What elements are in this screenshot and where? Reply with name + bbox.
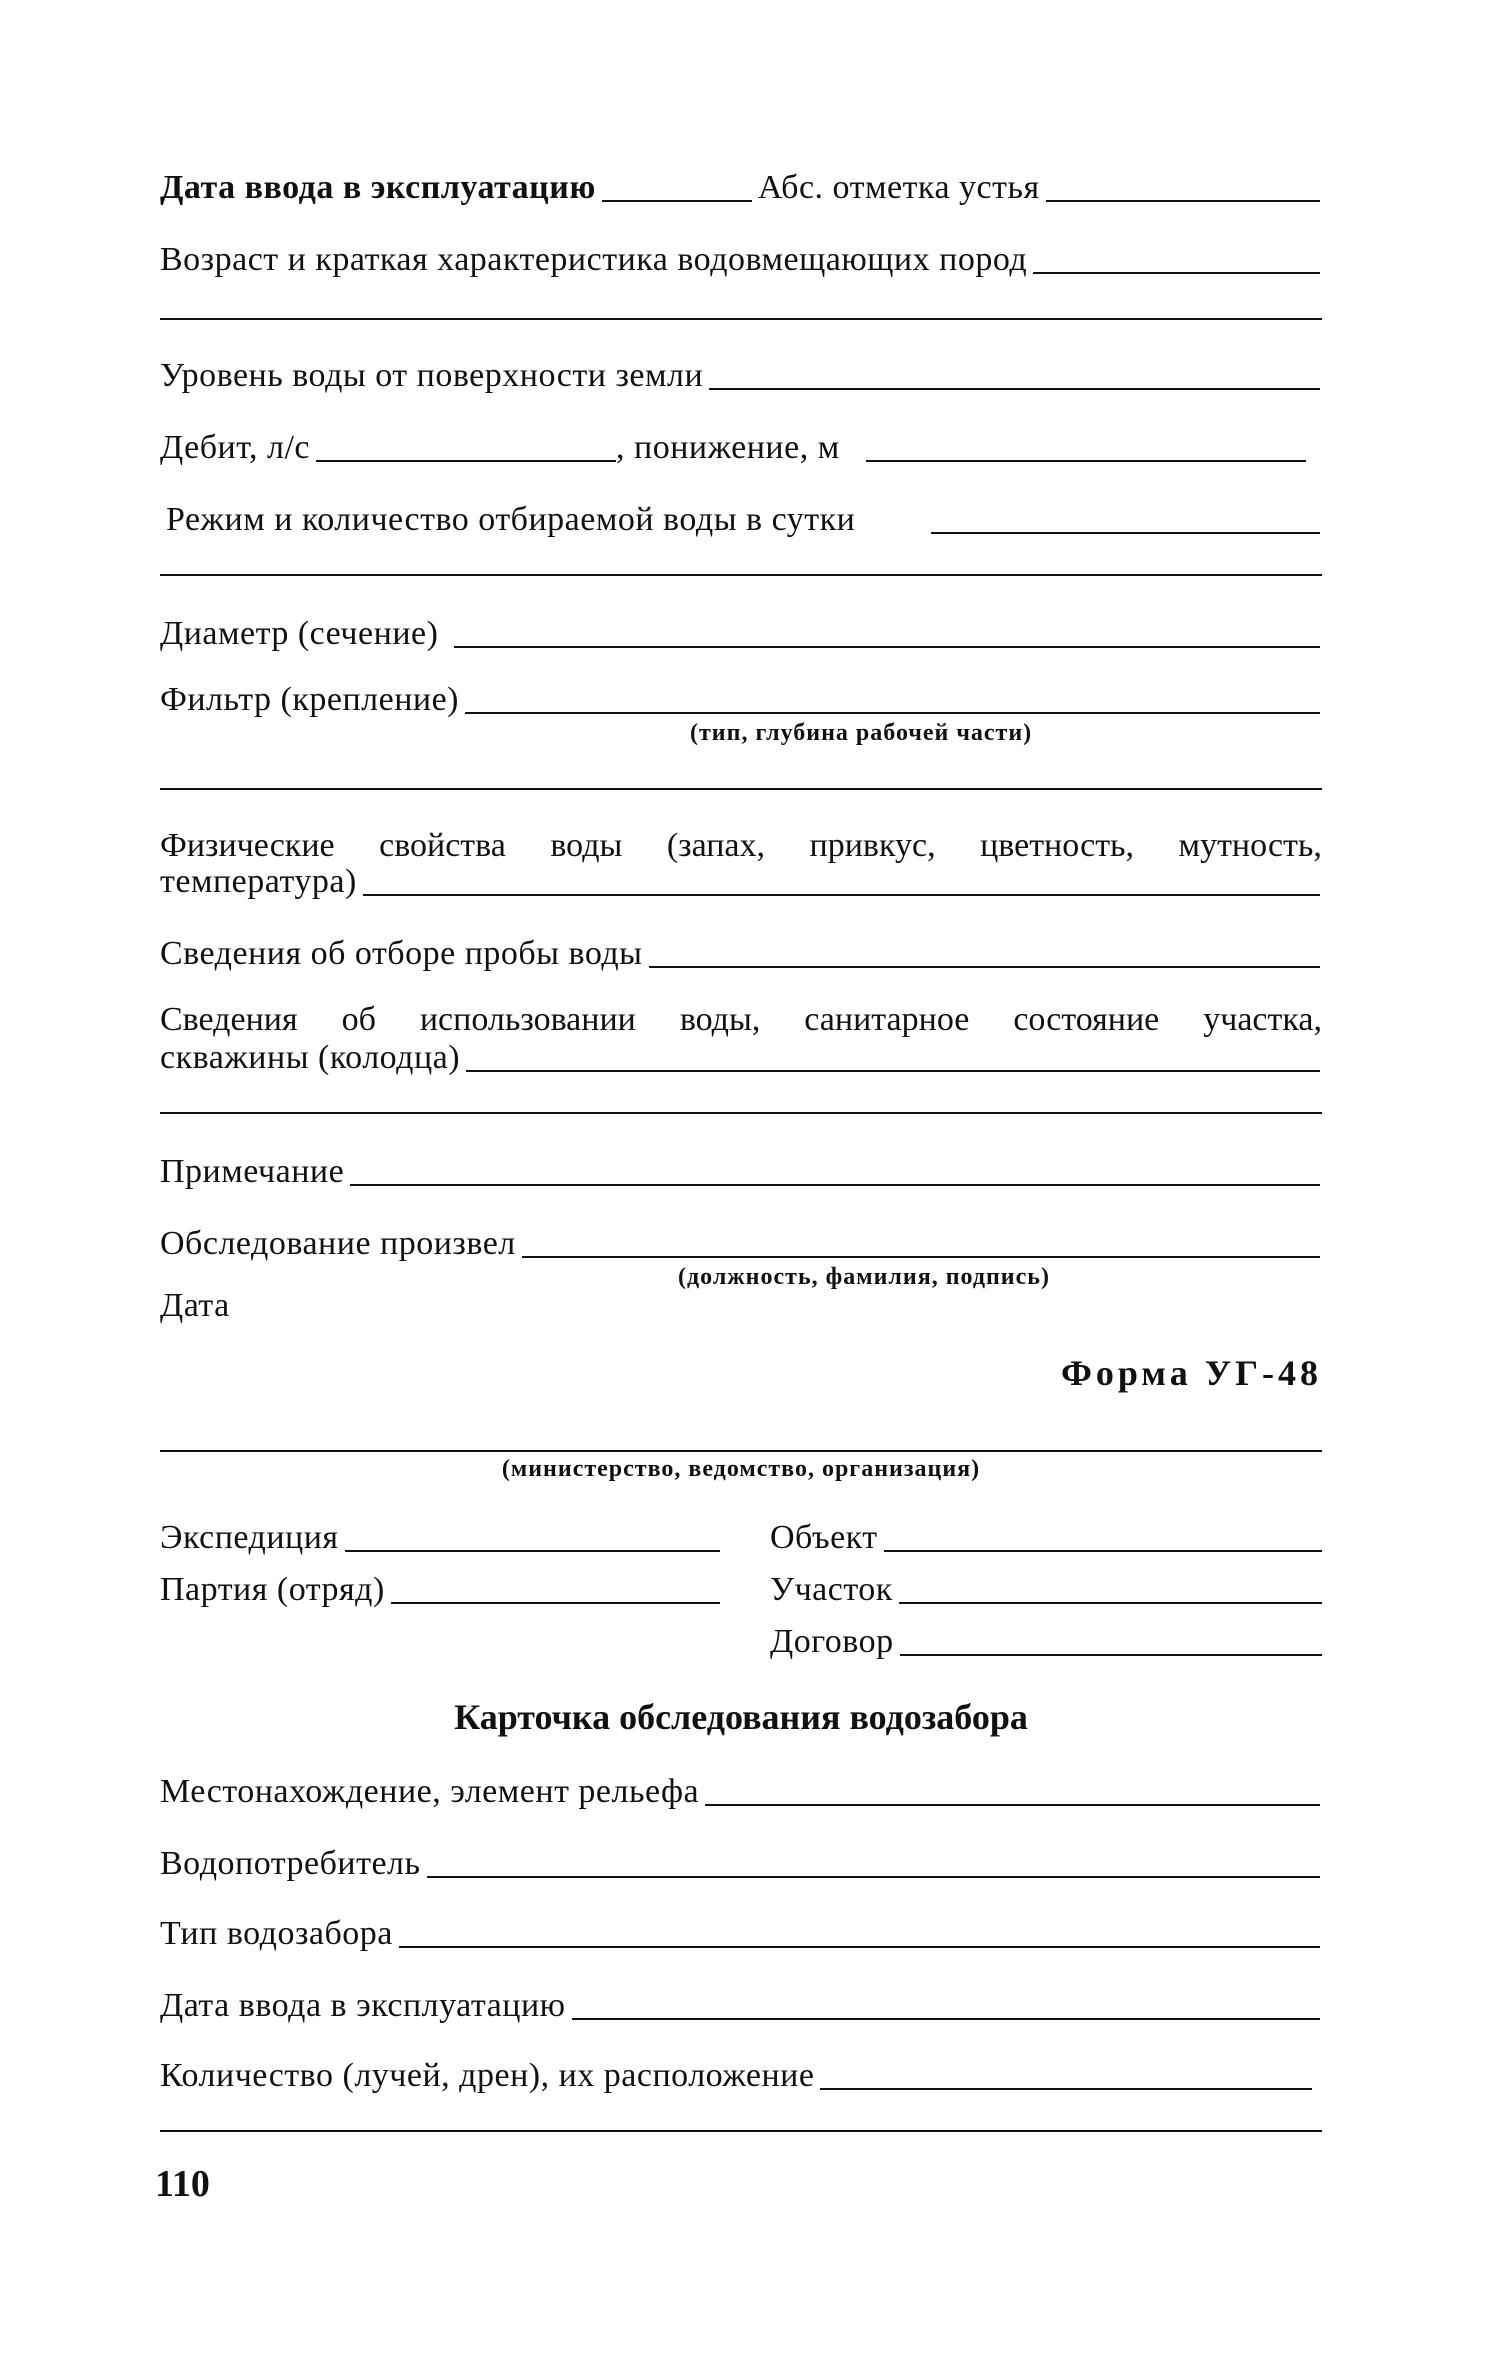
usage-word: воды, bbox=[679, 1001, 761, 1038]
well-field[interactable] bbox=[466, 1036, 1320, 1072]
temperature-row bbox=[160, 854, 1320, 902]
filter-caption: (тип, глубина рабочей части) bbox=[690, 720, 1033, 746]
water-level-label: Уровень воды от поверхности земли bbox=[160, 357, 704, 394]
sampling-field[interactable] bbox=[649, 932, 1320, 968]
usage-word: об bbox=[341, 1001, 376, 1038]
yield-field[interactable] bbox=[316, 426, 616, 462]
surveyed-row bbox=[160, 1216, 1320, 1264]
physical-word: мутность, bbox=[1178, 827, 1322, 864]
intake-type-field[interactable] bbox=[399, 1912, 1320, 1948]
water-level-field[interactable] bbox=[709, 354, 1320, 390]
surveyed-label: Обследование произвел bbox=[160, 1225, 516, 1262]
commissioning-2-label: Дата ввода в эксплуатацию bbox=[160, 1987, 566, 2024]
expedition-field[interactable] bbox=[345, 1516, 720, 1552]
diameter-label: Диаметр (сечение) bbox=[160, 615, 439, 652]
physical-word: цветность, bbox=[980, 827, 1135, 864]
sampling-label: Сведения об отборе пробы воды bbox=[160, 935, 643, 972]
party-field[interactable] bbox=[391, 1568, 720, 1604]
intake-type-label: Тип водозабора bbox=[160, 1915, 393, 1952]
rays-continuation-line[interactable] bbox=[160, 2130, 1322, 2132]
consumer-label: Водопотребитель bbox=[160, 1845, 421, 1882]
date-row bbox=[160, 1278, 1320, 1326]
contract-field[interactable] bbox=[900, 1620, 1322, 1656]
page-number: 110 bbox=[155, 2163, 210, 2205]
form-title: Форма УГ-48 bbox=[1061, 1353, 1322, 1393]
party-row bbox=[160, 1562, 720, 1610]
location-field[interactable] bbox=[705, 1770, 1320, 1806]
commissioning-label: Дата ввода в эксплуатацию bbox=[160, 169, 596, 206]
consumer-row bbox=[160, 1836, 1320, 1884]
diameter-field[interactable] bbox=[454, 612, 1320, 648]
elevation-label: Абс. отметка устья bbox=[757, 169, 1040, 206]
commissioning-field[interactable] bbox=[602, 166, 752, 202]
regime-continuation-line[interactable] bbox=[160, 574, 1322, 576]
object-label: Объект bbox=[770, 1519, 878, 1556]
filter-field[interactable] bbox=[465, 678, 1320, 714]
ministry-line[interactable] bbox=[160, 1450, 1322, 1452]
filter-continuation-line[interactable] bbox=[160, 788, 1322, 790]
date-label: Дата bbox=[160, 1287, 230, 1324]
usage-word: Сведения bbox=[160, 1001, 298, 1038]
physical-word: привкус, bbox=[809, 827, 936, 864]
well-row bbox=[160, 1030, 1320, 1078]
physical-word: свойства bbox=[379, 827, 506, 864]
physical-word: (запах, bbox=[666, 827, 766, 864]
yield-label: Дебит, л/с bbox=[160, 429, 310, 466]
rays-row bbox=[160, 2048, 1320, 2096]
contract-label: Договор bbox=[770, 1623, 894, 1660]
regime-field[interactable] bbox=[931, 498, 1320, 534]
usage-word: использовании bbox=[419, 1001, 636, 1038]
elevation-field[interactable] bbox=[1046, 166, 1320, 202]
card-title: Карточка обследования водозабора bbox=[454, 1697, 1028, 1737]
physical-word: Физические bbox=[160, 827, 335, 864]
physical-word: воды bbox=[550, 827, 623, 864]
usage-word: состояние bbox=[1013, 1001, 1160, 1038]
object-field[interactable] bbox=[884, 1516, 1322, 1552]
note-field[interactable] bbox=[350, 1150, 1320, 1186]
aquifer-label: Возраст и краткая характеристика водовмещающих пород bbox=[160, 241, 1028, 278]
filter-row bbox=[160, 672, 1320, 720]
drawdown-field[interactable] bbox=[866, 426, 1306, 462]
consumer-field[interactable] bbox=[427, 1842, 1320, 1878]
sampling-row bbox=[160, 926, 1320, 974]
temperature-field[interactable] bbox=[363, 860, 1320, 896]
surveyed-caption: (должность, фамилия, подпись) bbox=[678, 1264, 1050, 1290]
aquifer-field[interactable] bbox=[1033, 238, 1320, 274]
regime-row bbox=[160, 492, 1320, 540]
note-label: Примечание bbox=[160, 1153, 345, 1190]
expedition-row bbox=[160, 1510, 720, 1558]
water-level-row bbox=[160, 348, 1320, 396]
well-label: скважины (колодца) bbox=[160, 1039, 461, 1076]
usage-word: санитарное bbox=[804, 1001, 970, 1038]
intake-type-row bbox=[160, 1906, 1320, 1954]
note-row bbox=[160, 1144, 1320, 1192]
location-row bbox=[160, 1764, 1320, 1812]
surveyed-field[interactable] bbox=[522, 1222, 1320, 1258]
diameter-row bbox=[160, 606, 1320, 654]
temperature-label: температура) bbox=[160, 863, 357, 900]
section-field[interactable] bbox=[899, 1568, 1322, 1604]
party-label: Партия (отряд) bbox=[160, 1571, 385, 1608]
commissioning-2-row bbox=[160, 1978, 1320, 2026]
object-row bbox=[770, 1510, 1322, 1558]
ministry-caption: (министерство, ведомство, организация) bbox=[501, 1456, 981, 1482]
drawdown-label: , понижение, м bbox=[616, 429, 840, 466]
section-row bbox=[770, 1562, 1322, 1610]
expedition-label: Экспедиция bbox=[160, 1519, 339, 1556]
commissioning-2-field[interactable] bbox=[572, 1984, 1320, 2020]
usage-continuation-line[interactable] bbox=[160, 1112, 1322, 1114]
rays-field[interactable] bbox=[820, 2054, 1312, 2090]
location-label: Местонахождение, элемент рельефа bbox=[160, 1773, 700, 1810]
section-label: Участок bbox=[770, 1571, 893, 1608]
contract-row bbox=[770, 1614, 1322, 1662]
yield-row bbox=[160, 420, 1320, 468]
usage-word: участка, bbox=[1203, 1001, 1322, 1038]
aquifer-row bbox=[160, 232, 1320, 280]
commissioning-row bbox=[160, 160, 1320, 208]
rays-label: Количество (лучей, дрен), их расположение bbox=[160, 2057, 815, 2094]
aquifer-continuation-line[interactable] bbox=[160, 318, 1322, 320]
regime-label: Режим и количество отбираемой воды в сутки bbox=[166, 501, 856, 538]
filter-label: Фильтр (крепление) bbox=[160, 681, 459, 718]
